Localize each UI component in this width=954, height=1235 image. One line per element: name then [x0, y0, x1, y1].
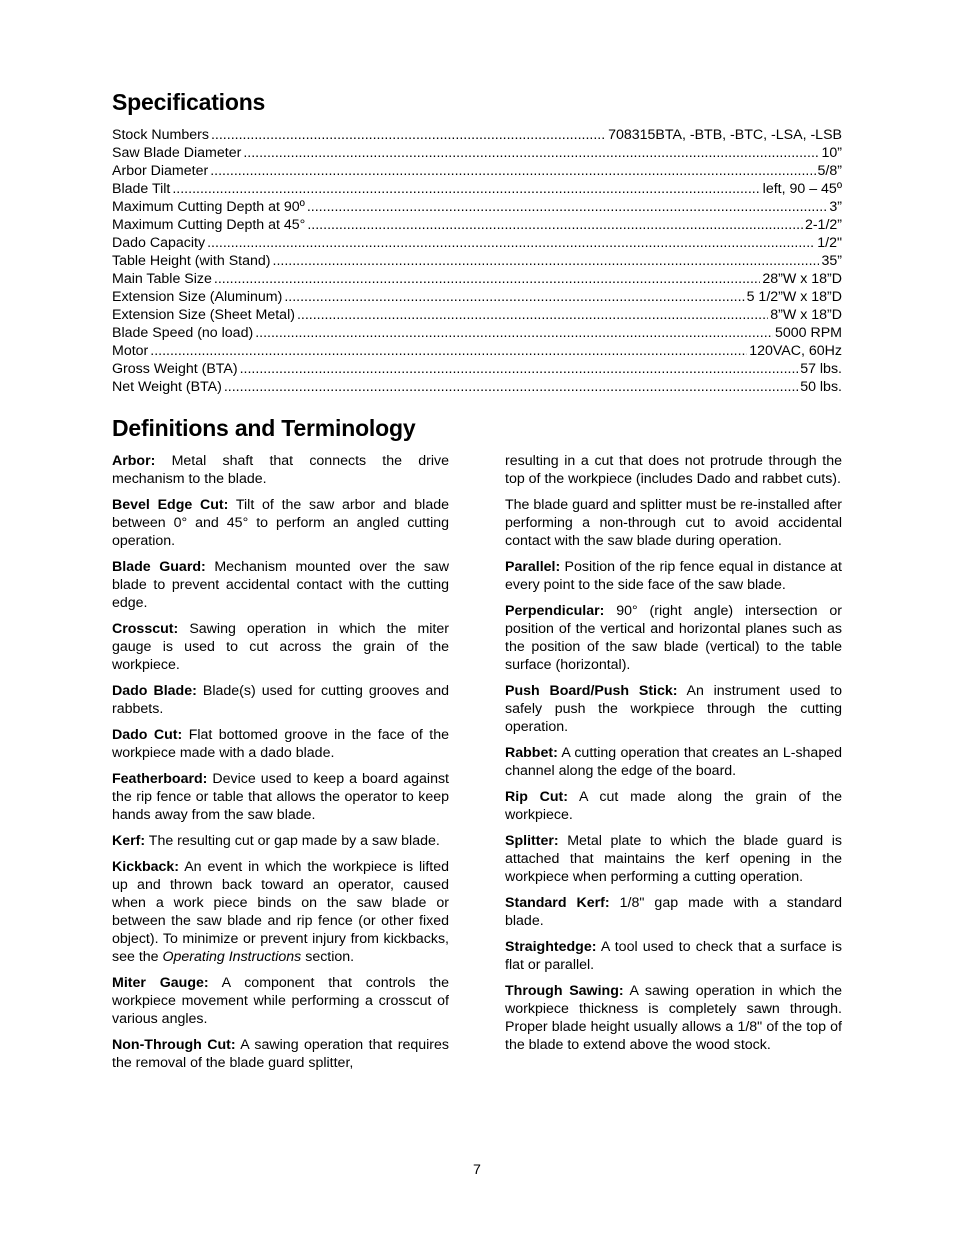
definition-text-after: section.: [301, 949, 355, 965]
definition-item: [112, 770, 449, 824]
definition-term: Rip Cut:: [505, 789, 568, 805]
definition-text: Mechanism mounted over the saw blade to prevent accidental contact with the cutting edge.: [112, 559, 449, 611]
definition-text: Tilt of the saw arbor and blade between 0° and 45° to perform an angled cutting operation.: [112, 497, 449, 549]
spec-row: [112, 270, 842, 288]
spec-value: 120VAC, 60Hz: [749, 343, 842, 359]
spec-label: Arbor Diameter: [112, 163, 209, 179]
dot-leader: [207, 234, 815, 252]
definition-term: Non-Through Cut:: [112, 1037, 236, 1053]
definition-item: [112, 620, 449, 674]
definition-reference: Operating Instructions: [162, 949, 302, 965]
specifications-heading: Specifications: [112, 89, 266, 115]
definition-continuation: resulting in a cut that does not protrude through the top of the workpiece (includes Dado and rabbet cuts).: [505, 453, 842, 487]
definition-item: [112, 832, 449, 850]
definition-text: Flat bottomed groove in the face of the workpiece made with a dado blade.: [112, 727, 449, 761]
definition-item: [112, 1036, 449, 1072]
spec-row: [112, 360, 842, 378]
spec-value: 708315BTA, -BTB, -BTC, -LSA, -LSB: [608, 127, 842, 143]
spec-label: Stock Numbers: [112, 127, 209, 143]
spec-value: 5/8”: [817, 163, 842, 179]
spec-row: [112, 234, 842, 252]
definition-term: Dado Blade:: [112, 683, 197, 699]
definition-term: Through Sawing:: [505, 983, 624, 999]
definition-item: [112, 682, 449, 718]
definition-term: Straightedge:: [505, 939, 597, 955]
definition-item: [505, 682, 842, 736]
definition-item: [505, 602, 842, 674]
definition-item: [505, 744, 842, 780]
definition-text: A sawing operation that requires the removal of the blade guard splitter,: [112, 1037, 450, 1071]
dot-leader: [172, 180, 760, 198]
dot-leader: [150, 342, 747, 360]
spec-label: Gross Weight (BTA): [112, 361, 238, 377]
definition-item: [112, 726, 449, 762]
definition-term: Arbor:: [112, 453, 156, 469]
spec-value: 10”: [821, 145, 842, 161]
spec-row: [112, 198, 842, 216]
specifications-list: [112, 126, 842, 396]
spec-value: 1/2": [817, 235, 842, 251]
spec-row: [112, 216, 842, 234]
definition-item: [112, 496, 449, 550]
spec-value: 50 lbs.: [800, 379, 842, 395]
spec-value: 3”: [829, 199, 842, 215]
definition-text: A sawing operation in which the workpiece thickness is completely sawn through. Proper blade height usually allows a 1/8" of the top of the blade to extend above the wood stock.: [505, 983, 842, 1053]
spec-label: Table Height (with Stand): [112, 253, 271, 269]
definition-text: 90° (right angle) intersection or position of the vertical and horizontal planes such as the position of the saw blade (vertical) to the table surface (horizontal).: [505, 603, 842, 673]
dot-leader: [243, 144, 819, 162]
definition-term: Kerf:: [112, 833, 146, 849]
spec-label: Dado Capacity: [112, 235, 206, 251]
spec-value: 5 1/2”W x 18”D: [746, 289, 842, 305]
dot-leader: [255, 324, 773, 342]
definition-item: [505, 832, 842, 886]
definition-text: Metal shaft that connects the drive mechanism to the blade.: [112, 453, 449, 487]
spec-row: [112, 144, 842, 162]
definition-item: [505, 982, 842, 1054]
definition-item: [112, 452, 449, 488]
dot-leader: [273, 252, 820, 270]
definition-item: [112, 558, 449, 612]
definition-text: A component that controls the workpiece movement while performing a crosscut of various angles.: [112, 975, 449, 1027]
dot-leader: [210, 162, 815, 180]
definitions-left-column: [112, 452, 449, 1080]
definition-term: Featherboard:: [112, 771, 208, 787]
definition-text: A cut made along the grain of the workpiece.: [505, 789, 842, 823]
definition-item: [112, 858, 449, 966]
definition-text: Metal plate to which the blade guard is attached that maintains the kerf opening in the workpiece when performing a cutting operation.: [505, 833, 842, 885]
dot-leader: [240, 360, 799, 378]
definition-text: An instrument used to safely push the workpiece through the cutting operation.: [505, 683, 843, 735]
definition-text: Blade(s) used for cutting grooves and rabbets.: [112, 683, 449, 717]
definition-text: A tool used to check that a surface is flat or parallel.: [505, 939, 842, 973]
definition-term: Bevel Edge Cut:: [112, 497, 229, 513]
spec-label: Net Weight (BTA): [112, 379, 222, 395]
spec-label: Extension Size (Sheet Metal): [112, 307, 295, 323]
definition-text: Device used to keep a board against the rip fence or table that allows the operator to keep hands away from the saw blade.: [112, 771, 449, 823]
dot-leader: [307, 198, 828, 216]
spec-row: [112, 378, 842, 396]
spec-label: Maximum Cutting Depth at 45°: [112, 217, 306, 233]
spec-row: [112, 288, 842, 306]
definition-text: The resulting cut or gap made by a saw blade.: [145, 833, 440, 849]
spec-label: Motor: [112, 343, 149, 359]
spec-label: Blade Tilt: [112, 181, 171, 197]
definitions-right-column: [505, 452, 842, 1062]
definition-text: 1/8" gap made with a standard blade.: [505, 895, 842, 929]
definition-text: Sawing operation in which the miter gauge is used to cut across the grain of the workpiece.: [112, 621, 449, 673]
dot-leader: [284, 288, 744, 306]
spec-value: 28”W x 18”D: [762, 271, 842, 287]
spec-label: Extension Size (Aluminum): [112, 289, 283, 305]
definition-item: [112, 974, 449, 1028]
spec-label: Saw Blade Diameter: [112, 145, 242, 161]
definition-term: Splitter:: [505, 833, 559, 849]
page-number: 7: [473, 1162, 481, 1178]
spec-row: [112, 126, 842, 144]
definition-term: Perpendicular:: [505, 603, 605, 619]
spec-label: Blade Speed (no load): [112, 325, 254, 341]
spec-value: 57 lbs.: [800, 361, 842, 377]
spec-value: left, 90 – 45º: [762, 181, 842, 197]
definition-item: [505, 788, 842, 824]
definition-term: Blade Guard:: [112, 559, 206, 575]
definition-term: Standard Kerf:: [505, 895, 610, 911]
spec-label: Main Table Size: [112, 271, 212, 287]
spec-row: [112, 342, 842, 360]
definition-item: [505, 894, 842, 930]
definitions-heading: Definitions and Terminology: [112, 415, 416, 441]
dot-leader: [211, 126, 606, 144]
definition-item: [505, 558, 842, 594]
spec-row: [112, 252, 842, 270]
definition-term: Push Board/Push Stick:: [505, 683, 678, 699]
definition-term: Parallel:: [505, 559, 561, 575]
spec-row: [112, 180, 842, 198]
definition-term: Crosscut:: [112, 621, 179, 637]
dot-leader: [224, 378, 798, 396]
definition-term: Kickback:: [112, 859, 180, 875]
spec-label: Maximum Cutting Depth at 90º: [112, 199, 305, 215]
definition-term: Dado Cut:: [112, 727, 183, 743]
spec-value: 5000 RPM: [774, 325, 842, 341]
spec-value: 2-1/2”: [804, 217, 842, 233]
definition-text: An event in which the workpiece is lifted up and thrown back toward an operator, caused when a work piece binds on the saw blade or between the saw blade and rip fence (or other fixed object). To minimize or prevent injury from kickbacks, see the: [112, 859, 449, 965]
definition-text: Position of the rip fence equal in distance at every point to the side face of the saw blade.: [505, 559, 842, 593]
definition-note: The blade guard and splitter must be re-installed after performing a non-through cut to avoid accidental contact with the saw blade during operation.: [505, 497, 842, 549]
definitions-right-list: [505, 558, 842, 1054]
definition-item: [505, 938, 842, 974]
spec-row: [112, 324, 842, 342]
spec-row: [112, 306, 842, 324]
dot-leader: [307, 216, 803, 234]
definition-term: Rabbet:: [505, 745, 558, 761]
spec-value: 8”W x 18”D: [770, 307, 842, 323]
dot-leader: [214, 270, 760, 288]
definition-term: Miter Gauge:: [112, 975, 209, 991]
definition-text: A cutting operation that creates an L-shaped channel along the edge of the board.: [505, 745, 842, 779]
dot-leader: [297, 306, 768, 324]
spec-row: [112, 162, 842, 180]
spec-value: 35”: [821, 253, 842, 269]
